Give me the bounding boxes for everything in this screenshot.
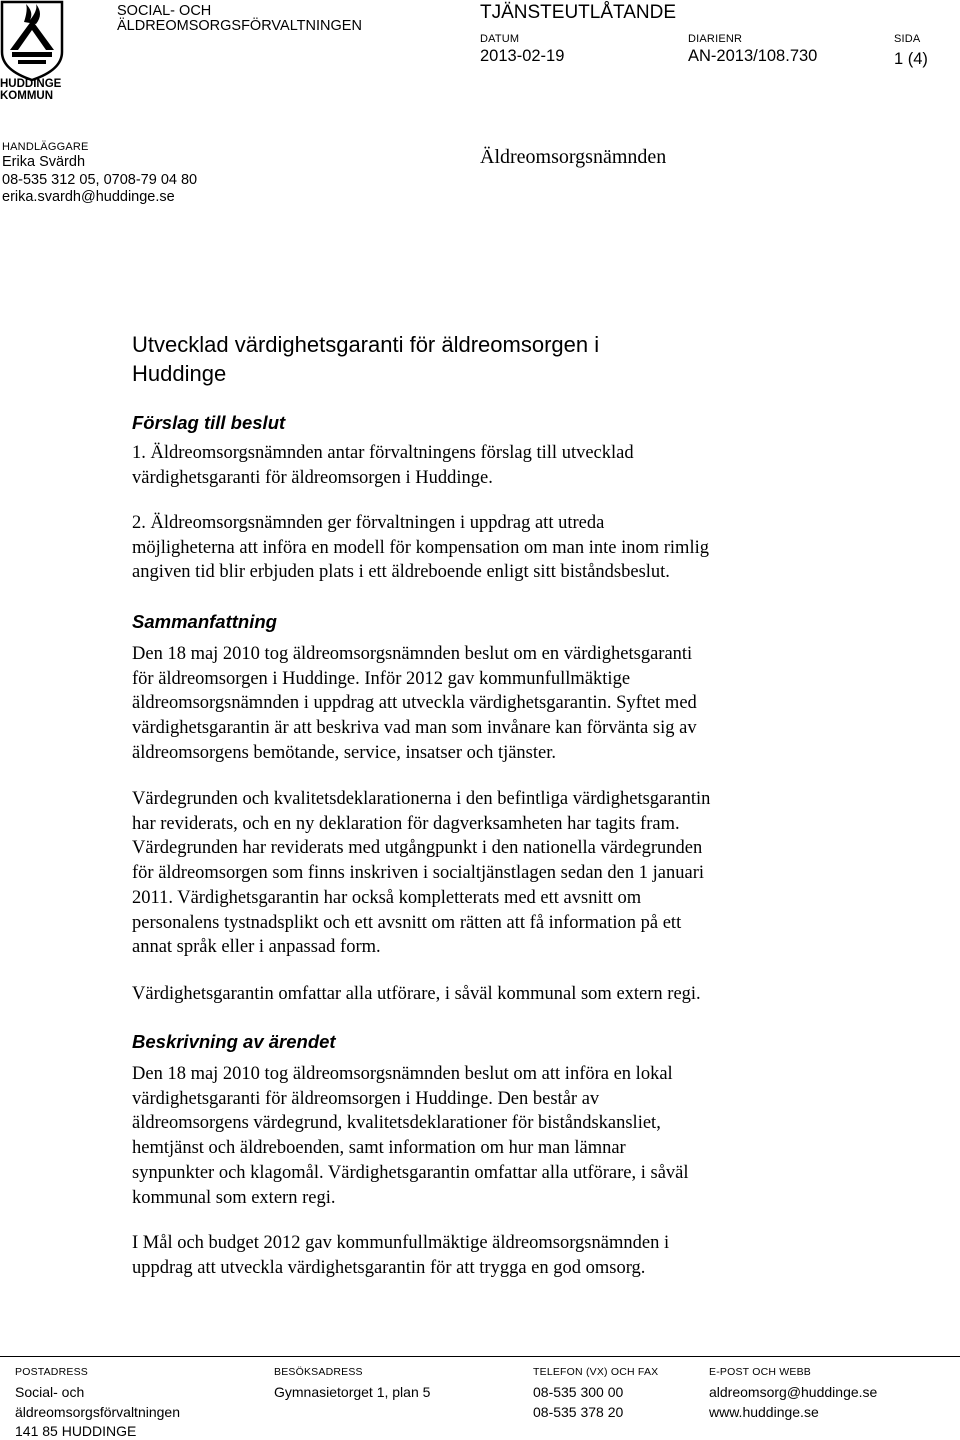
proposal-item-2-line: 2. Äldreomsorgsnämnden ger förvaltningen i uppdrag att utreda bbox=[132, 513, 605, 533]
summary-paragraph-1 bbox=[132, 642, 852, 766]
municipality-line2: KOMMUN bbox=[0, 90, 54, 102]
handler-block bbox=[2, 141, 197, 207]
footer-postal-line: 141 85 HUDDINGE bbox=[15, 1423, 137, 1439]
paragraph-line: för äldreomsorgen som finns inskriven i socialtjänstlagen sedan den 1 januari bbox=[132, 863, 704, 884]
paragraph-line: synpunkter och klagomål. Värdighetsgarantin omfattar alla utförare, i såväl bbox=[132, 1162, 689, 1183]
org-name bbox=[117, 4, 362, 34]
page-label: SIDA bbox=[894, 33, 921, 45]
footer-postal-line: Social- och bbox=[15, 1384, 85, 1400]
document-type: TJÄNSTEUTLÅTANDE bbox=[480, 2, 677, 23]
paragraph-line: Värdegrunden och kvalitetsdeklarationerna i den befintliga värdighetsgarantin bbox=[132, 789, 711, 809]
municipality-name bbox=[0, 78, 61, 102]
paragraph-line: hemtjänst och äldreboenden, samt information om hur man lämnar bbox=[132, 1138, 626, 1159]
page-number: 1 (4) bbox=[894, 50, 928, 68]
proposal-item-1 bbox=[132, 441, 832, 490]
footer-email-link[interactable]: aldreomsorg@huddinge.se bbox=[709, 1384, 878, 1400]
handler-label: HANDLÄGGARE bbox=[2, 141, 89, 153]
proposal-item-1-line: 1. Äldreomsorgsnämnden antar förvaltningens förslag till utvecklad bbox=[132, 443, 634, 463]
description-paragraph-1 bbox=[132, 1062, 852, 1210]
paragraph-line: Värdegrunden har reviderats med utgångpunkt i den nationella värdegrunden bbox=[132, 838, 703, 859]
org-name-line1: SOCIAL- OCH bbox=[117, 3, 212, 19]
summary-paragraph-3 bbox=[132, 982, 852, 1007]
footer-fax-line: 08-535 378 20 bbox=[533, 1404, 624, 1420]
footer-phone-line: 08-535 300 00 bbox=[533, 1384, 624, 1400]
footer-postal-label: POSTADRESS bbox=[15, 1366, 88, 1378]
paragraph-line: värdighetsgaranti för äldreomsorgen i Huddinge. Den består av bbox=[132, 1088, 600, 1109]
proposal-item-2 bbox=[132, 511, 852, 585]
title-line1: Utvecklad värdighetsgaranti för äldreomsorgen i bbox=[132, 332, 600, 357]
description-paragraph-2 bbox=[132, 1231, 852, 1280]
footer-web-link[interactable]: www.huddinge.se bbox=[709, 1404, 819, 1420]
paragraph-line: äldreomsorgsnämnden i uppdrag att utveckla värdighetsgarantin. Syftet med bbox=[132, 693, 697, 714]
org-name-line2: ÄLDREOMSORGSFÖRVALTNINGEN bbox=[117, 18, 362, 34]
huddinge-logo bbox=[0, 0, 66, 104]
footer-email-label: E-POST OCH WEBB bbox=[709, 1366, 811, 1378]
footer-divider bbox=[0, 1356, 960, 1357]
document-ref: AN-2013/108.730 bbox=[688, 47, 818, 65]
paragraph-line: äldreomsorgens bemötande, service, insatser och tjänster. bbox=[132, 742, 557, 763]
paragraph-line: Den 18 maj 2010 tog äldreomsorgsnämnden beslut om att införa en lokal bbox=[132, 1064, 673, 1084]
summary-paragraph-2 bbox=[132, 787, 852, 960]
page-title bbox=[132, 330, 832, 388]
footer-phone bbox=[533, 1366, 658, 1422]
proposal-item-1-line: värdighetsgaranti för äldreomsorgen i Huddinge. bbox=[132, 467, 493, 488]
date-label: DATUM bbox=[480, 33, 520, 45]
paragraph-line: värdighetsgarantin är att beskriva vad man som invånare kan förvänta sig av bbox=[132, 718, 697, 739]
handler-name: Erika Svärdh bbox=[2, 154, 86, 170]
handler-email: erika.svardh@huddinge.se bbox=[2, 189, 175, 205]
paragraph-line: I Mål och budget 2012 gav kommunfullmäktige äldreomsorgsnämnden i bbox=[132, 1233, 670, 1253]
footer-phone-label: TELEFON (VX) OCH FAX bbox=[533, 1366, 659, 1378]
paragraph-line: 2011. Värdighetsgarantin har också kompletterats med ett avsnitt om bbox=[132, 887, 642, 908]
handler-phone: 08-535 312 05, 0708-79 04 80 bbox=[2, 171, 198, 188]
paragraph-line: annat språk eller i anpassad form. bbox=[132, 937, 381, 958]
paragraph-line: personalens tystnadsplikt och ett avsnitt om rätten att få information på ett bbox=[132, 912, 682, 933]
title-line2: Huddinge bbox=[132, 361, 227, 386]
paragraph-line: har reviderats, och en ny deklaration för dagverksamheten har tagits fram. bbox=[132, 813, 680, 834]
proposal-item-2-line: möjligheterna att införa en modell för kompensation om man inte inom rimlig bbox=[132, 537, 709, 558]
ref-label: DIARIENR bbox=[688, 33, 743, 45]
paragraph-line: Värdighetsgarantin omfattar alla utförare, i såväl kommunal som extern regi. bbox=[132, 984, 701, 1004]
footer-postal-line: äldreomsorgsförvaltningen bbox=[15, 1404, 180, 1420]
footer-email-web bbox=[709, 1366, 877, 1422]
paragraph-line: för äldreomsorgen i Huddinge. Inför 2012 gav kommunfullmäktige bbox=[132, 668, 631, 689]
footer-visit bbox=[274, 1366, 430, 1402]
proposal-heading: Förslag till beslut bbox=[132, 412, 286, 433]
paragraph-line: uppdrag att utveckla värdighetsgarantin för att trygga en god omsorg. bbox=[132, 1257, 646, 1278]
proposal-item-2-line: angiven tid blir erbjuden plats i ett äldreboende enligt sitt biståndsbeslut. bbox=[132, 562, 670, 583]
paragraph-line: Den 18 maj 2010 tog äldreomsorgsnämnden beslut om en värdighetsgaranti bbox=[132, 644, 693, 664]
footer-visit-label: BESÖKSADRESS bbox=[274, 1366, 363, 1378]
footer-visit-line: Gymnasietorget 1, plan 5 bbox=[274, 1384, 431, 1400]
recipient: Äldreomsorgsnämnden bbox=[480, 146, 667, 168]
footer-postal bbox=[15, 1366, 180, 1440]
paragraph-line: äldreomsorgens värdegrund, kvalitetsdeklarationer för biståndskansliet, bbox=[132, 1113, 661, 1134]
description-heading: Beskrivning av ärendet bbox=[132, 1031, 336, 1052]
document-date: 2013-02-19 bbox=[480, 47, 565, 65]
paragraph-line: kommunal som extern regi. bbox=[132, 1187, 336, 1208]
summary-heading: Sammanfattning bbox=[132, 611, 277, 632]
municipality-line1: HUDDINGE bbox=[0, 78, 62, 90]
